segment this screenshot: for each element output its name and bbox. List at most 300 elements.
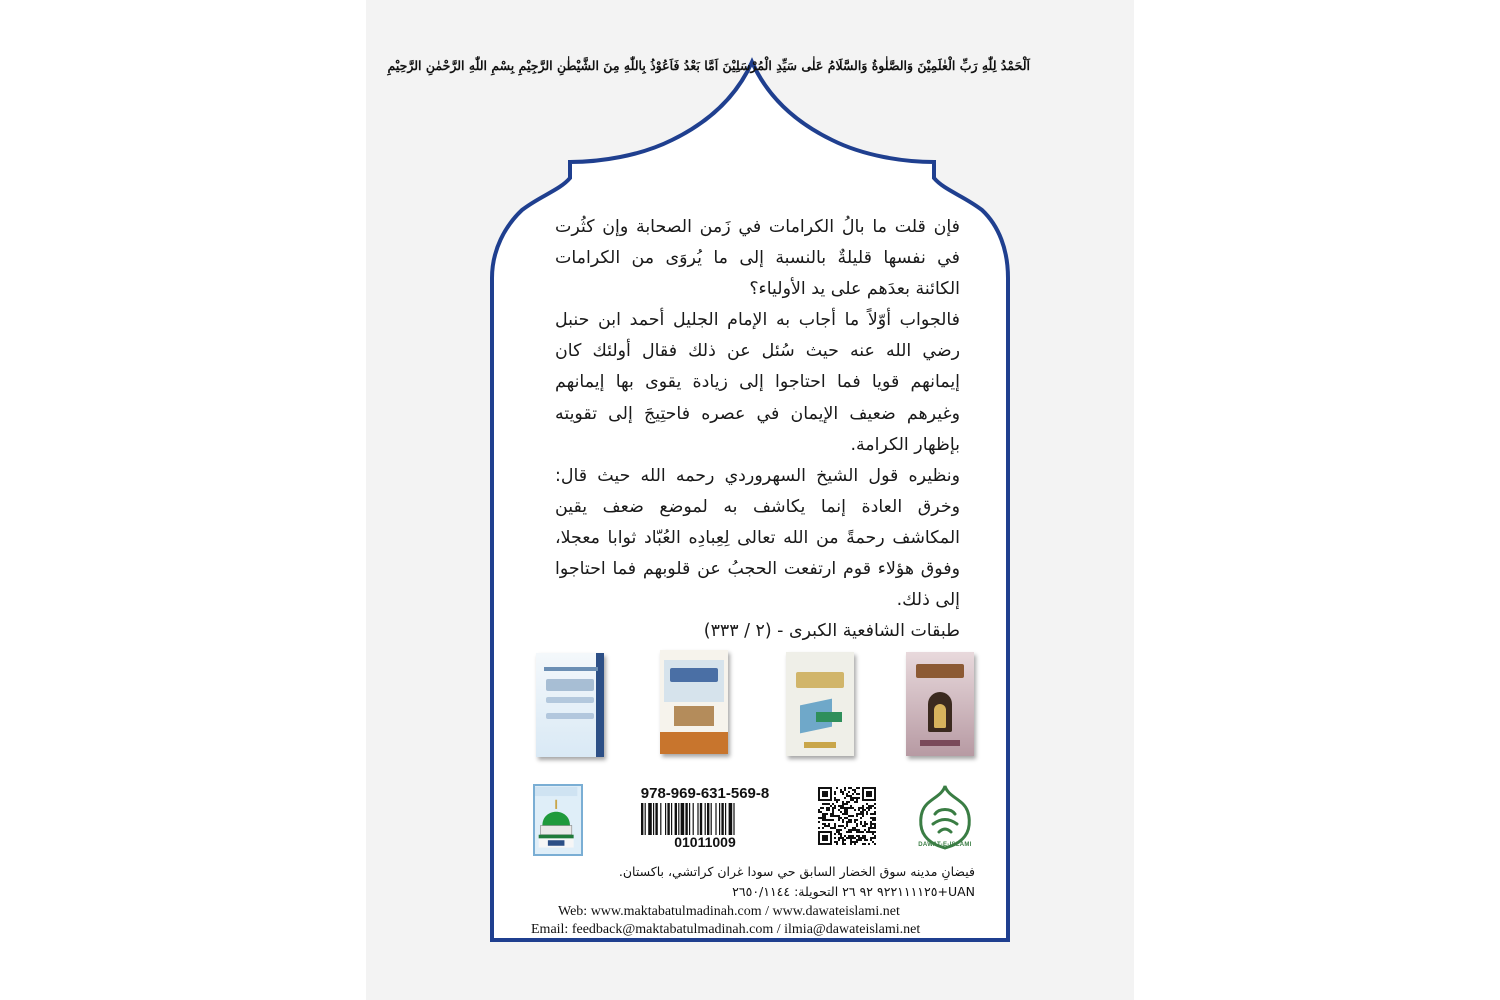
barcode-bar xyxy=(641,803,643,835)
qr-module xyxy=(818,821,820,823)
qr-module xyxy=(850,821,852,823)
qr-module xyxy=(836,841,838,843)
qr-module xyxy=(870,825,872,827)
qr-module xyxy=(858,831,860,833)
qr-module xyxy=(838,831,840,833)
qr-module xyxy=(846,821,848,823)
qr-module xyxy=(850,837,852,839)
qr-module xyxy=(844,843,846,845)
qr-module xyxy=(836,831,838,833)
qr-module xyxy=(842,813,844,815)
qr-module xyxy=(856,787,858,789)
qr-module xyxy=(868,809,870,811)
qr-module xyxy=(856,831,858,833)
qr-module xyxy=(866,839,868,841)
qr-module xyxy=(852,829,854,831)
qr-module xyxy=(862,813,864,815)
qr-module xyxy=(842,841,844,843)
qr-module xyxy=(842,819,844,821)
qr-module xyxy=(824,817,826,819)
qr-module xyxy=(832,811,834,813)
qr-module xyxy=(856,799,858,801)
qr-module xyxy=(840,811,842,813)
qr-module xyxy=(848,795,850,797)
book-cover-4 xyxy=(906,652,974,756)
barcode-bar xyxy=(685,803,687,835)
qr-module xyxy=(842,807,844,809)
qr-module xyxy=(850,819,852,821)
qr-module xyxy=(846,813,848,815)
qr-module xyxy=(844,803,846,805)
qr-module xyxy=(834,837,836,839)
qr-module xyxy=(828,803,830,805)
barcode-bars xyxy=(637,803,773,835)
qr-module xyxy=(832,807,834,809)
qr-module xyxy=(840,825,842,827)
qr-module xyxy=(842,837,844,839)
qr-module xyxy=(856,829,858,831)
qr-module xyxy=(864,823,866,825)
qr-module xyxy=(868,807,870,809)
qr-module xyxy=(872,841,874,843)
paragraph-answer: فالجواب أوّلاً ما أجاب به الإمام الجليل أحمد ابن حنبل رضي الله عنه حيث سُئل عن ذلك فقال أولئك كان إيمانهم قويا فما احتاجوا إلى زيادة يقوى بها إيمانهم وغيرهم ضعيف الإيمان في عصره فاحتِيجَ إلى تقويته بإظهار الكرامة. xyxy=(555,310,960,455)
qr-module xyxy=(826,819,828,821)
qr-module xyxy=(864,843,866,845)
qr-module xyxy=(826,809,828,811)
qr-module xyxy=(870,823,872,825)
qr-module xyxy=(828,807,830,809)
qr-module xyxy=(854,797,856,799)
qr-module xyxy=(840,807,842,809)
qr-module xyxy=(868,843,870,845)
qr-module xyxy=(872,819,874,821)
qr-module xyxy=(822,813,824,815)
qr-module xyxy=(854,843,856,845)
qr-module xyxy=(852,797,854,799)
qr-module xyxy=(874,803,876,805)
qr-module xyxy=(870,831,872,833)
qr-module xyxy=(860,807,862,809)
qr-module xyxy=(828,809,830,811)
qr-module xyxy=(870,805,872,807)
barcode-number: 01011009 xyxy=(674,834,736,850)
qr-module xyxy=(870,817,872,819)
barcode-bar xyxy=(719,803,720,835)
qr-module xyxy=(838,825,840,827)
qr-module xyxy=(856,797,858,799)
qr-module xyxy=(854,841,856,843)
qr-module xyxy=(862,815,864,817)
qr-module xyxy=(818,827,820,829)
qr-module xyxy=(854,819,856,821)
barcode-bar xyxy=(721,803,723,835)
qr-module xyxy=(832,815,834,817)
qr-module xyxy=(846,801,848,803)
qr-module xyxy=(822,815,824,817)
qr-module xyxy=(826,803,828,805)
qr-module xyxy=(874,811,876,813)
qr-module xyxy=(824,819,826,821)
qr-module xyxy=(874,819,876,821)
qr-module xyxy=(856,839,858,841)
qr-code xyxy=(818,787,876,845)
qr-module xyxy=(846,825,848,827)
main-text xyxy=(555,212,960,647)
qr-module xyxy=(834,799,836,801)
qr-module xyxy=(854,829,856,831)
qr-module xyxy=(830,819,832,821)
qr-module xyxy=(850,799,852,801)
qr-module xyxy=(860,821,862,823)
barcode-bar xyxy=(678,803,679,835)
qr-module xyxy=(872,823,874,825)
qr-module xyxy=(856,801,858,803)
qr-module xyxy=(848,819,850,821)
qr-module xyxy=(840,829,842,831)
qr-module xyxy=(858,797,860,799)
barcode-bar xyxy=(733,803,734,835)
qr-module xyxy=(874,835,876,837)
qr-module xyxy=(852,789,854,791)
paragraph-question: فإن قلت ما بالُ الكرامات في زَمن الصحابة وإن كثُرت في نفسها قليلةٌ بالنسبة إلى ما يُروَى من الكرامات الكائنة بعدَهم على يد الأولياء؟ xyxy=(555,217,960,300)
qr-module xyxy=(820,817,822,819)
barcode-bar xyxy=(693,803,694,835)
qr-module xyxy=(824,823,826,825)
qr-module xyxy=(848,829,850,831)
qr-module xyxy=(850,839,852,841)
qr-module xyxy=(828,819,830,821)
qr-module xyxy=(848,821,850,823)
qr-module xyxy=(860,817,862,819)
qr-module xyxy=(856,793,858,795)
qr-module xyxy=(848,807,850,809)
opening-invocation: اَلْحَمْدُ لِلّٰهِ رَبِّ الْعٰلَمِيْنَ وَالصَّلٰوةُ وَالسَّلَامُ عَلٰى سَيِّدِ الْمُرْسَلِيْنَ اَمَّا بَعْدُ فَاَعُوْذُ بِاللّٰهِ مِنَ الشَّيْطٰنِ الرَّجِيْمِ بِسْمِ اللّٰهِ الرَّحْمٰنِ الرَّحِيْمِ xyxy=(387,58,1030,73)
qr-module xyxy=(848,815,850,817)
book-cover-3 xyxy=(786,652,854,756)
qr-module xyxy=(852,793,854,795)
qr-module xyxy=(854,837,856,839)
qr-module xyxy=(844,807,846,809)
qr-module xyxy=(842,821,844,823)
qr-module xyxy=(848,791,850,793)
book-cover-1 xyxy=(536,653,604,757)
qr-module xyxy=(862,811,864,813)
qr-module xyxy=(874,817,876,819)
qr-module xyxy=(854,821,856,823)
qr-module xyxy=(856,825,858,827)
qr-module xyxy=(836,799,838,801)
qr-module xyxy=(860,837,862,839)
qr-module xyxy=(824,825,826,827)
qr-module xyxy=(862,805,864,807)
qr-module xyxy=(872,833,874,835)
qr-module xyxy=(830,813,832,815)
qr-module xyxy=(852,815,854,817)
qr-module xyxy=(850,831,852,833)
qr-module xyxy=(834,797,836,799)
qr-module xyxy=(830,827,832,829)
qr-module xyxy=(844,839,846,841)
qr-module xyxy=(854,809,856,811)
qr-module xyxy=(826,825,828,827)
qr-module xyxy=(864,829,866,831)
qr-module xyxy=(848,787,850,789)
qr-module xyxy=(838,799,840,801)
qr-module xyxy=(850,795,852,797)
qr-module xyxy=(822,827,824,829)
qr-module xyxy=(830,815,832,817)
qr-module xyxy=(864,835,866,837)
qr-module xyxy=(860,813,862,815)
barcode-bar xyxy=(667,803,669,835)
qr-module xyxy=(874,827,876,829)
qr-module xyxy=(852,807,854,809)
barcode-bar xyxy=(697,803,698,835)
barcode-bar xyxy=(729,803,733,835)
qr-module xyxy=(820,807,822,809)
qr-module xyxy=(872,817,874,819)
qr-module xyxy=(858,837,860,839)
qr-module xyxy=(834,823,836,825)
qr-module xyxy=(850,807,852,809)
qr-module xyxy=(834,805,836,807)
qr-module xyxy=(826,813,828,815)
qr-module xyxy=(852,841,854,843)
qr-module xyxy=(864,825,866,827)
qr-module xyxy=(834,791,836,793)
qr-module xyxy=(842,793,844,795)
barcode-bar xyxy=(707,803,709,835)
qr-module xyxy=(852,827,854,829)
qr-module xyxy=(840,833,842,835)
qr-module xyxy=(842,839,844,841)
qr-module xyxy=(842,843,844,845)
barcode-bar xyxy=(653,803,654,835)
qr-module xyxy=(822,823,824,825)
qr-module xyxy=(862,809,864,811)
qr-module xyxy=(866,823,868,825)
qr-module xyxy=(848,831,850,833)
qr-module xyxy=(860,831,862,833)
qr-module xyxy=(860,823,862,825)
qr-module xyxy=(848,801,850,803)
paragraph-suhrawardi: ونظيره قول الشيخ السهروردي رحمه الله حيث قال: وخرق العادة إنما يكاشف به لموضع ضعف يقين المكاشف رحمةً من الله تعالى لِعِبادِه العُبّاد ثوابا معجلا، وفوق هؤلاء قوم ارتفعت الحجبُ عن قلوبهم فما احتاجوا إلى ذلك. xyxy=(555,465,960,611)
qr-module xyxy=(836,801,838,803)
qr-module xyxy=(874,823,876,825)
barcode-bar xyxy=(681,803,685,835)
qr-module xyxy=(852,799,854,801)
qr-module xyxy=(838,829,840,831)
qr-module xyxy=(834,825,836,827)
qr-module xyxy=(872,813,874,815)
email-links[interactable]: Email: feedback@maktabatulmadinah.com / ilmia@dawateislami.net xyxy=(531,922,921,937)
qr-module xyxy=(850,835,852,837)
qr-module xyxy=(866,811,868,813)
qr-module xyxy=(866,813,868,815)
qr-module xyxy=(856,819,858,821)
qr-module xyxy=(850,815,852,817)
qr-module xyxy=(822,803,824,805)
qr-module xyxy=(856,841,858,843)
qr-module xyxy=(844,835,846,837)
qr-module xyxy=(834,827,836,829)
qr-module xyxy=(840,791,842,793)
website-links[interactable]: Web: www.maktabatulmadinah.com / www.dawateislami.net xyxy=(558,904,900,919)
qr-module xyxy=(832,827,834,829)
qr-module xyxy=(858,829,860,831)
qr-module xyxy=(864,837,866,839)
qr-module xyxy=(858,793,860,795)
qr-module xyxy=(822,807,824,809)
qr-module xyxy=(864,821,866,823)
qr-module xyxy=(862,835,864,837)
qr-module xyxy=(846,817,848,819)
qr-module xyxy=(834,815,836,817)
barcode-bar xyxy=(675,803,677,835)
qr-module xyxy=(824,803,826,805)
qr-module xyxy=(838,815,840,817)
qr-module xyxy=(870,813,872,815)
qr-module xyxy=(860,811,862,813)
qr-module xyxy=(818,817,820,819)
qr-module xyxy=(836,815,838,817)
qr-module xyxy=(874,807,876,809)
qr-module xyxy=(834,807,836,809)
qr-module xyxy=(832,813,834,815)
qr-module xyxy=(870,839,872,841)
qr-module xyxy=(862,837,864,839)
qr-module xyxy=(870,821,872,823)
qr-module xyxy=(868,829,870,831)
qr-module xyxy=(846,803,848,805)
qr-module xyxy=(846,795,848,797)
qr-module xyxy=(868,827,870,829)
qr-module xyxy=(872,827,874,829)
qr-module xyxy=(842,825,844,827)
barcode-bar xyxy=(645,803,646,835)
qr-module xyxy=(858,809,860,811)
isbn-barcode xyxy=(637,785,773,851)
barcode-bar xyxy=(711,803,712,835)
qr-module xyxy=(826,807,828,809)
qr-module xyxy=(846,837,848,839)
qr-module xyxy=(836,787,838,789)
qr-module xyxy=(872,805,874,807)
qr-module xyxy=(840,837,842,839)
qr-module xyxy=(818,811,820,813)
qr-module xyxy=(846,811,848,813)
qr-module xyxy=(830,805,832,807)
qr-module xyxy=(834,833,836,835)
qr-module xyxy=(838,819,840,821)
qr-module xyxy=(822,817,824,819)
qr-module xyxy=(836,843,838,845)
qr-module xyxy=(828,825,830,827)
qr-module xyxy=(844,787,846,789)
qr-module xyxy=(862,807,864,809)
qr-module xyxy=(844,813,846,815)
qr-module xyxy=(864,839,866,841)
qr-module xyxy=(866,791,872,797)
qr-module xyxy=(840,835,842,837)
qr-module xyxy=(844,789,846,791)
qr-module xyxy=(874,831,876,833)
qr-module xyxy=(842,803,844,805)
qr-module xyxy=(824,815,826,817)
qr-module xyxy=(848,837,850,839)
publisher-phone: UAN+٩٢٢١١١١٢٥ ٩٢ ٢٦ التحويلة: ٢٦٥٠/١١٤٤ xyxy=(732,884,975,899)
qr-module xyxy=(846,793,848,795)
qr-module xyxy=(850,797,852,799)
qr-module xyxy=(856,835,858,837)
barcode-bar xyxy=(665,803,666,835)
qr-module xyxy=(840,789,842,791)
qr-module xyxy=(872,831,874,833)
barcode-bar xyxy=(700,803,702,835)
qr-module xyxy=(858,835,860,837)
qr-module xyxy=(866,803,868,805)
qr-module xyxy=(862,843,864,845)
qr-module xyxy=(858,787,860,789)
qr-module xyxy=(866,807,868,809)
qr-module xyxy=(832,803,834,805)
qr-module xyxy=(842,791,844,793)
qr-module xyxy=(846,823,848,825)
barcode-bar xyxy=(648,803,652,835)
qr-module xyxy=(838,809,840,811)
barcode-bar xyxy=(725,803,726,835)
qr-module xyxy=(850,841,852,843)
qr-module xyxy=(850,805,852,807)
barcode-bar xyxy=(689,803,690,835)
barcode-bar xyxy=(655,803,657,835)
isbn-number: 978-969-631-569-8 xyxy=(640,785,770,802)
qr-module xyxy=(872,837,874,839)
qr-module xyxy=(874,825,876,827)
qr-module xyxy=(834,793,836,795)
barcode-bar xyxy=(660,803,661,835)
dawat-e-islami-label: DAWAT-E-ISLAMI xyxy=(918,842,972,848)
qr-module xyxy=(838,839,840,841)
qr-module xyxy=(836,829,838,831)
qr-module xyxy=(844,817,846,819)
qr-module xyxy=(854,789,856,791)
qr-module xyxy=(874,813,876,815)
qr-module xyxy=(844,797,846,799)
qr-module xyxy=(870,837,872,839)
qr-module xyxy=(864,809,866,811)
qr-module xyxy=(842,801,844,803)
qr-module xyxy=(850,843,852,845)
qr-module xyxy=(838,833,840,835)
qr-module xyxy=(870,827,872,829)
qr-module xyxy=(852,837,854,839)
qr-module xyxy=(846,809,848,811)
qr-module xyxy=(844,827,846,829)
qr-module xyxy=(866,831,868,833)
qr-module xyxy=(834,841,836,843)
qr-module xyxy=(858,839,860,841)
qr-module xyxy=(868,805,870,807)
publisher-address: فيضانِ مدينه سوق الخضار السابق حي سودا غران كراتشي، باكستان. xyxy=(618,864,975,879)
book-cover-2 xyxy=(660,650,728,754)
qr-module xyxy=(822,791,828,797)
qr-module xyxy=(850,829,852,831)
qr-module xyxy=(874,837,876,839)
madina-dome-logo xyxy=(533,784,583,856)
qr-module xyxy=(822,835,828,841)
qr-module xyxy=(870,807,872,809)
